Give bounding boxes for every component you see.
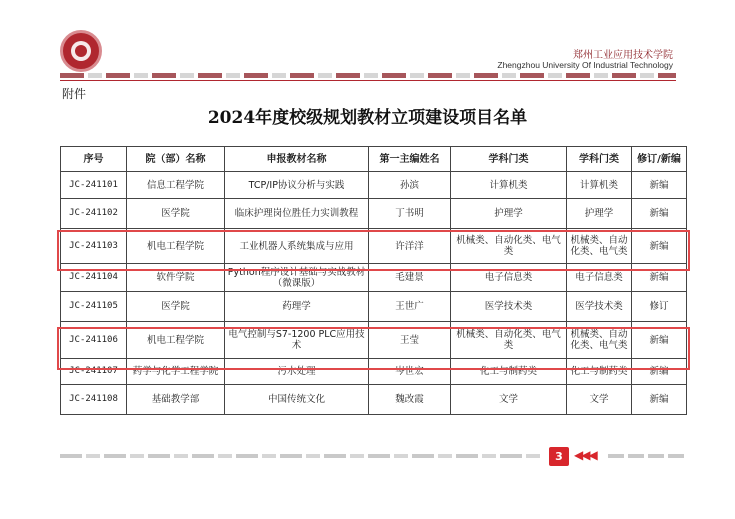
cell-college: 基础教学部 [127, 385, 225, 415]
document-title: 2024年度校级规划教材立项建设项目名单 [207, 108, 528, 128]
cell-textbook: 中国传统文化 [225, 385, 369, 415]
table-row [61, 199, 687, 229]
university-logo [60, 30, 102, 72]
cell-college: 机电工程学院 [127, 322, 225, 359]
cell-textbook: TCP/IP协议分析与实践 [225, 172, 369, 199]
school-name-english: Zhengzhou University Of Industrial Technology [497, 60, 673, 70]
table-row [61, 229, 687, 264]
cell-textbook: 污水处理 [225, 359, 369, 385]
cell-type: 新编 [632, 199, 687, 229]
cell-editor: 毛建景 [369, 264, 451, 292]
cell-code: JC-241102 [61, 199, 127, 229]
table-row [61, 322, 687, 359]
cell-type: 新编 [632, 359, 687, 385]
cell-discipline: 电子信息类 [451, 264, 567, 292]
table-header-row [61, 147, 687, 172]
arrow-left-icon: ◀◀◀ [574, 448, 596, 462]
table-row [61, 172, 687, 199]
page-header [0, 0, 735, 90]
cell-discipline: 护理学 [451, 199, 567, 229]
cell-type: 新编 [632, 322, 687, 359]
cell-code: JC-241103 [61, 229, 127, 264]
cell-discipline: 护理学 [567, 199, 632, 229]
column-header: 学科门类 [451, 147, 567, 172]
school-name-chinese: 郑州工业应用技术学院 [573, 50, 673, 61]
cell-discipline: 电子信息类 [567, 264, 632, 292]
cell-code: JC-241107 [61, 359, 127, 385]
cell-type: 新编 [632, 229, 687, 264]
logo-center [75, 45, 87, 57]
cell-type: 修订 [632, 292, 687, 322]
cell-editor: 许洋洋 [369, 229, 451, 264]
cell-editor: 王莹 [369, 322, 451, 359]
footer-decorative-line [60, 454, 540, 458]
cell-textbook: 药理学 [225, 292, 369, 322]
cell-textbook: Python程序设计基础与实战教材（微课版） [225, 264, 369, 292]
cell-college: 软件学院 [127, 264, 225, 292]
cell-code: JC-241104 [61, 264, 127, 292]
cell-textbook: 工业机器人系统集成与应用 [225, 229, 369, 264]
cell-college: 医学院 [127, 199, 225, 229]
cell-discipline: 计算机类 [451, 172, 567, 199]
cell-textbook: 临床护理岗位胜任力实训教程 [225, 199, 369, 229]
cell-editor: 丁书明 [369, 199, 451, 229]
table-row [61, 292, 687, 322]
cell-college: 药学与化学工程学院 [127, 359, 225, 385]
cell-code: JC-241101 [61, 172, 127, 199]
cell-discipline: 化工与制药类 [451, 359, 567, 385]
cell-discipline: 文学 [451, 385, 567, 415]
cell-code: JC-241108 [61, 385, 127, 415]
cell-type: 新编 [632, 264, 687, 292]
cell-editor: 王世广 [369, 292, 451, 322]
cell-editor: 魏改霞 [369, 385, 451, 415]
column-header: 学科门类 [567, 147, 632, 172]
column-header: 院（部）名称 [127, 147, 225, 172]
cell-discipline: 医学技术类 [451, 292, 567, 322]
header-rule [60, 80, 676, 81]
page-number-badge: 3 [549, 447, 569, 466]
column-header: 序号 [61, 147, 127, 172]
column-header: 申报教材名称 [225, 147, 369, 172]
cell-discipline: 机械类、自动化类、电气类 [451, 229, 567, 264]
cell-textbook: 电气控制与S7-1200 PLC应用技术 [225, 322, 369, 359]
cell-college: 机电工程学院 [127, 229, 225, 264]
cell-discipline: 文学 [567, 385, 632, 415]
cell-editor: 孙滨 [369, 172, 451, 199]
table-row [61, 264, 687, 292]
cell-college: 信息工程学院 [127, 172, 225, 199]
table-row [61, 385, 687, 415]
cell-discipline: 医学技术类 [567, 292, 632, 322]
table-row [61, 359, 687, 385]
cell-college: 医学院 [127, 292, 225, 322]
header-decorative-line [60, 73, 676, 78]
footer-decorative-line-right [608, 454, 684, 458]
cell-code: JC-241106 [61, 322, 127, 359]
column-header: 第一主编姓名 [369, 147, 451, 172]
attachment-label: 附件 [62, 87, 87, 101]
cell-code: JC-241105 [61, 292, 127, 322]
cell-discipline: 机械类、自动化类、电气类 [567, 229, 632, 264]
cell-type: 新编 [632, 172, 687, 199]
project-list-table [60, 146, 687, 415]
cell-editor: 岑世宏 [369, 359, 451, 385]
cell-discipline: 计算机类 [567, 172, 632, 199]
cell-discipline: 机械类、自动化类、电气类 [567, 322, 632, 359]
cell-discipline: 机械类、自动化类、电气类 [451, 322, 567, 359]
column-header: 修订/新编 [632, 147, 687, 172]
cell-discipline: 化工与制药类 [567, 359, 632, 385]
cell-type: 新编 [632, 385, 687, 415]
